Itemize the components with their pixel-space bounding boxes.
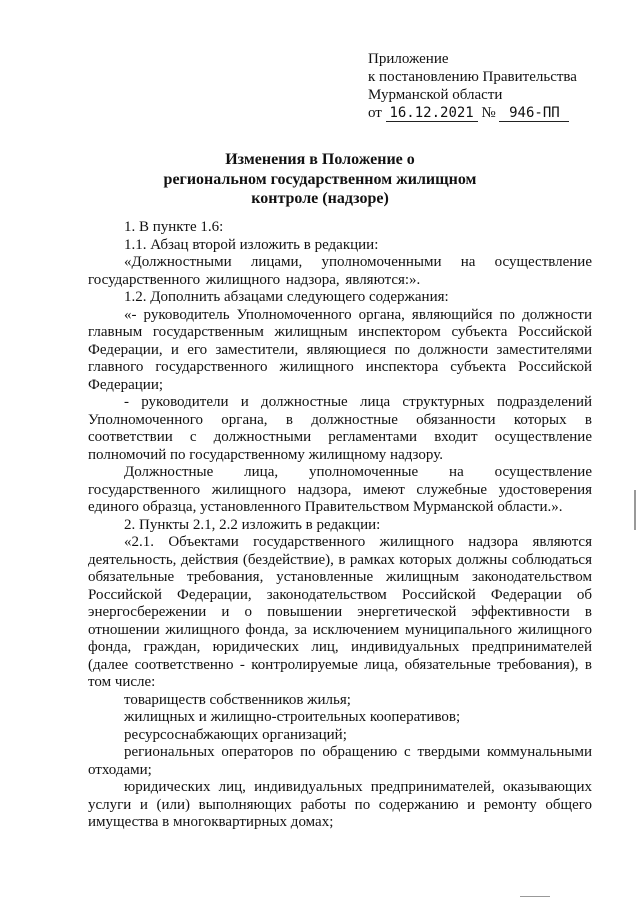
paragraph: 1.2. Дополнить абзацами следующего содержания: — [124, 289, 449, 305]
decree-date: 16.12.2021 — [386, 106, 478, 122]
number-prefix: № — [481, 105, 496, 121]
document-body — [88, 219, 592, 832]
list-item: региональных операторов по обращению с твердыми коммунальными отходами; — [88, 744, 592, 778]
paragraph: - руководители и должностные лица структурных подразделений Уполномоченного органа, в должностные обязанности которых в соответствии с должностными регламентами входит осуществление полномочий по государственному жилищному надзору. — [88, 394, 592, 463]
paragraph: «2.1. Объектами государственного жилищного надзора являются деятельность, действия (бездействие), в рамках которых должны соблюдаться обязательные требования, установленные жилищным законодательством Российской Федерации, законодательством Российской Федерации об энергосбережении и о повышении энергетической эффективности в отношении жилищного фонда, за исключением муниципального жилищного фонда, граждан, юридических лиц, индивидуальных предпринимателей (далее соответственно - контролируемые лица, обязательные требования), в том числе: — [88, 534, 592, 690]
scan-edge-mark — [520, 896, 550, 897]
list-item: юридических лиц, индивидуальных предпринимателей, оказывающих услуги и (или) выполняющих работы по содержанию и ремонту общего имущества в многоквартирных домах; — [88, 779, 592, 830]
appendix-date-line — [368, 104, 577, 122]
paragraph: 2. Пункты 2.1, 2.2 изложить в редакции: — [124, 516, 381, 533]
paragraph: 1.1. Абзац второй изложить в редакции: — [124, 236, 379, 253]
list-item: товариществ собственников жилья; — [124, 691, 351, 708]
appendix-header — [368, 50, 577, 122]
document-title — [150, 150, 490, 209]
list-item: жилищных и жилищно-строительных кооперативов; — [124, 709, 461, 725]
paragraph: Должностные лица, уполномоченные на осуществление государственного жилищного надзора, имеют служебные удостоверения единого образца, установленного Правительством Мурманской области.». — [88, 464, 592, 515]
appendix-decree-ref: к постановлению Правительства — [368, 69, 577, 85]
title-line-3: контроле (надзоре) — [251, 190, 389, 207]
paragraph: 1. В пункте 1.6: — [124, 219, 224, 235]
paragraph: «Должностными лицами, уполномоченными на осуществление государственного жилищного надзора, являются:». — [88, 254, 592, 288]
list-item: ресурсоснабжающих организаций; — [124, 726, 347, 743]
paragraph: «- руководитель Уполномоченного органа, являющийся по должности главным государственным жилищным инспектором субъекта Российской Федерации, и его заместители, являющиеся по должности заместителями главного государственного жилищного инспектора субъекта Российской Федерации; — [88, 306, 592, 393]
title-line-1: Изменения в Положение о — [225, 151, 415, 168]
appendix-label: Приложение — [368, 51, 449, 67]
decree-number: 946-ПП — [499, 106, 569, 122]
scan-edge-mark — [634, 490, 636, 530]
title-line-2: региональном государственном жилищном — [163, 170, 477, 188]
appendix-region: Мурманской области — [368, 87, 503, 103]
date-prefix: от — [368, 105, 382, 121]
